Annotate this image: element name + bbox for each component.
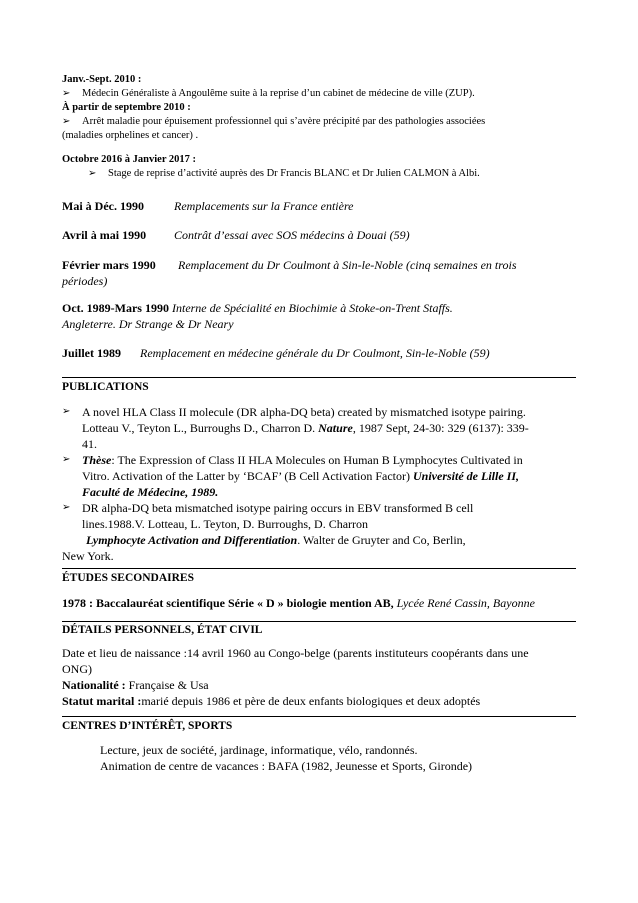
publication-text: A novel HLA Class II molecule (DR alpha-DQ beta) created by mismatched isotype pairing. xyxy=(82,405,526,419)
period-heading: À partir de septembre 2010 : xyxy=(62,102,191,113)
section-divider xyxy=(62,716,576,717)
old-experience-4 xyxy=(62,300,582,332)
centres-title: CENTRES D’INTÉRÊT, SPORTS xyxy=(62,720,233,732)
entry-text: Remplacement du Dr Coulmont à Sin-le-Noble (cinq semaines en trois xyxy=(178,258,517,272)
old-experience-1 xyxy=(62,198,582,214)
diploma: 1978 : Baccalauréat scientifique Série « D » biologie mention AB, xyxy=(62,596,394,610)
publication-publisher-city: New York. xyxy=(62,549,114,563)
recent-experience xyxy=(62,73,582,181)
publication-journal: Nature xyxy=(318,421,353,435)
publications-list xyxy=(62,404,582,564)
entry-date: Avril à mai 1990 xyxy=(62,228,147,242)
publication-text: DR alpha-DQ beta mismatched isotype pairing occurs in EBV transformed B cell xyxy=(82,501,474,515)
school: Lycée René Cassin, Bayonne xyxy=(393,596,535,610)
experience-item xyxy=(62,87,582,101)
publication-authors: Lotteau V., Teyton L., Burroughs D., Charron D. xyxy=(82,421,319,435)
experience-item xyxy=(62,167,582,181)
experience-item xyxy=(62,115,582,129)
old-experience-5 xyxy=(62,345,582,361)
section-divider xyxy=(62,568,576,569)
experience-text: Médecin Généraliste à Angoulême suite à la reprise d’un cabinet de médecine de ville (ZUP). xyxy=(82,88,475,99)
nationality-label: Nationalité : xyxy=(62,678,126,692)
period-heading: Octobre 2016 à Janvier 2017 : xyxy=(62,154,197,165)
details-title: DÉTAILS PERSONNELS, ÉTAT CIVIL xyxy=(62,624,263,636)
entry-text: Remplacement en médecine générale du Dr Coulmont, Sin-le-Noble (59) xyxy=(140,346,490,360)
publication-institution: Université de Lille II, xyxy=(413,469,519,483)
nationality xyxy=(62,677,582,693)
experience-text-continued: (maladies orphelines et cancer) . xyxy=(62,130,199,141)
publication-text: Vitro. Activation of the Latter by ‘BCAF’ (B Cell Activation Factor) xyxy=(82,469,413,483)
publications-title: PUBLICATIONS xyxy=(62,381,149,393)
entry-text-continued: périodes) xyxy=(62,274,108,288)
publication-label: Thèse xyxy=(82,453,112,467)
publication-ref: , 1987 Sept, 24-30: 329 (6137): 339- xyxy=(352,421,529,435)
entry-text-continued: Angleterre. Dr Strange & Dr Neary xyxy=(62,317,234,331)
volunteering: Animation de centre de vacances : BAFA (1982, Jeunesse et Sports, Gironde) xyxy=(100,759,473,773)
section-divider xyxy=(62,621,576,622)
entry-text: Contrât d’essai avec SOS médecins à Douai (59) xyxy=(174,228,410,242)
nationality-value: Française & Usa xyxy=(125,678,209,692)
arrow-bullet-icon: ➢ xyxy=(62,502,71,513)
entry-date: Février mars 1990 xyxy=(62,258,156,272)
marital-label: Statut marital : xyxy=(62,694,142,708)
experience-text: Arrêt maladie pour épuisement professionnel qui s’avère précipité par des pathologies associées xyxy=(82,116,486,127)
marital-value: marié depuis 1986 et père de deux enfants biologiques et deux adoptés xyxy=(141,694,481,708)
publication-institution-cont: Faculté de Médecine, 1989. xyxy=(82,485,219,499)
details-body xyxy=(62,645,582,709)
publication-text: : The Expression of Class II HLA Molecules on Human B Lymphocytes Cultivated in xyxy=(111,453,523,467)
publication-ref-end: 41. xyxy=(82,437,97,451)
marital-status xyxy=(62,693,582,709)
arrow-bullet-icon: ➢ xyxy=(62,116,71,127)
birth-info: Date et lieu de naissance :14 avril 1960 au Congo-belge (parents instituteurs coopérants dans une xyxy=(62,646,529,660)
publication-journal: Lymphocyte Activation and Differentiation xyxy=(86,533,298,547)
old-experience-3 xyxy=(62,257,582,289)
arrow-bullet-icon: ➢ xyxy=(62,406,71,417)
entry-date: Oct. 1989-Mars 1990 xyxy=(62,301,169,315)
section-divider xyxy=(62,377,576,378)
experience-text: Stage de reprise d’activité auprès des Dr Francis BLANC et Dr Julien CALMON à Albi. xyxy=(108,168,480,179)
etudes-title: ÉTUDES SECONDAIRES xyxy=(62,572,194,584)
centres-body xyxy=(100,742,580,774)
publication-item xyxy=(62,452,582,500)
arrow-bullet-icon: ➢ xyxy=(62,454,71,465)
arrow-bullet-icon: ➢ xyxy=(62,88,71,99)
hobbies: Lecture, jeux de société, jardinage, informatique, vélo, randonnés. xyxy=(100,743,418,757)
birth-info-cont: ONG) xyxy=(62,662,92,676)
publication-item xyxy=(62,500,582,548)
etudes-line xyxy=(62,595,582,611)
entry-date: Juillet 1989 xyxy=(62,346,121,360)
entry-text: Interne de Spécialité en Biochimie à Stoke-on-Trent Staffs. xyxy=(171,301,453,315)
publication-publisher: . Walter de Gruyter and Co, Berlin, xyxy=(297,533,466,547)
old-experience-2 xyxy=(62,227,582,243)
entry-date: Mai à Déc. 1990 xyxy=(62,199,144,213)
period-heading: Janv.-Sept. 2010 : xyxy=(62,74,142,85)
publication-authors: lines.1988.V. Lotteau, L. Teyton, D. Burroughs, D. Charron xyxy=(82,517,369,531)
entry-text: Remplacements sur la France entière xyxy=(174,199,354,213)
publication-item xyxy=(62,404,582,452)
arrow-bullet-icon: ➢ xyxy=(88,168,97,179)
